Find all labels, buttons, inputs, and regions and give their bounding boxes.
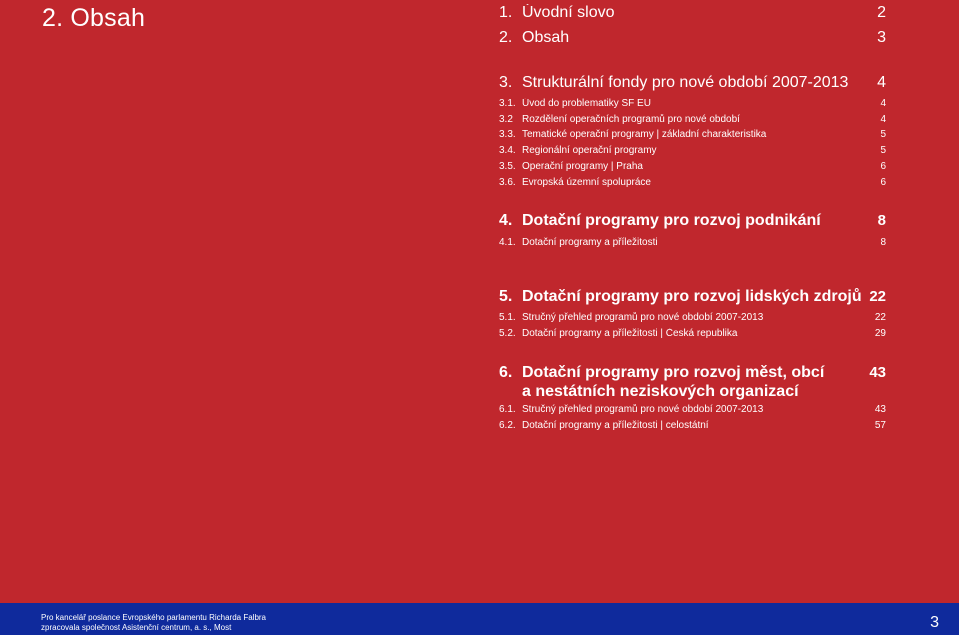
footer-credits [41,613,266,633]
subentry-number: 3.2 [499,114,513,125]
subentry-label: Evropská územní spolupráce [522,177,651,188]
toc-subentry[interactable] [499,328,886,339]
subentry-label: Rozdělení operačních programů pro nové období [522,114,740,125]
toc-entry-1[interactable] [499,4,886,22]
subentry-label: Dotační programy a příležitosti | celostátní [522,420,709,431]
subentry-number: 3.4. [499,145,516,156]
chapter-label: Strukturální fondy pro nové období 2007-2013 [522,74,849,91]
chapter-number: 4. [499,212,513,229]
subentry-label: Tematické operační programy | základní charakteristika [522,129,767,140]
subentry-number: 4.1. [499,237,516,248]
chapter-page: 4 [877,74,886,91]
toc-entry-number: 2. [499,29,513,46]
subentry-page: 57 [874,420,886,431]
toc-chapter-4[interactable] [499,212,886,230]
subentry-page: 5 [880,129,886,140]
toc-entry-number: 1. [499,4,513,21]
chapter-page: 22 [869,288,886,305]
toc-subentry[interactable] [499,177,886,188]
subentry-number: 3.6. [499,177,516,188]
toc-entry-2[interactable] [499,29,886,47]
subentry-page: 22 [874,312,886,323]
toc-subentry[interactable] [499,161,886,172]
toc-chapter-3[interactable] [499,74,886,92]
toc-subentry[interactable] [499,98,886,109]
toc-entry-page: 2 [877,4,886,21]
toc-subentry[interactable] [499,420,886,431]
chapter-label-continued: a nestátních neziskových organizací [522,383,799,400]
subentry-label: Regionální operační programy [522,145,657,156]
page-number: 3 [930,614,939,631]
toc-chapter-6[interactable] [499,364,886,382]
subentry-number: 3.1. [499,98,516,109]
chapter-page: 8 [877,212,886,229]
subentry-number: 6.1. [499,404,516,415]
subentry-page: 8 [880,237,886,248]
toc-subentry[interactable] [499,237,886,248]
toc-entry-label: Úvodní slovo [522,4,615,21]
subentry-page: 4 [880,114,886,125]
chapter-number: 6. [499,364,513,381]
toc-chapter-5[interactable] [499,288,886,306]
page-title: 2. Obsah [42,4,146,32]
chapter-label: Dotační programy pro rozvoj měst, obcí [522,364,825,381]
subentry-number: 3.3. [499,129,516,140]
subentry-page: 6 [880,177,886,188]
footer-bar [0,603,959,635]
subentry-page: 43 [874,404,886,415]
subentry-number: 3.5. [499,161,516,172]
subentry-page: 29 [874,328,886,339]
chapter-number: 5. [499,288,513,305]
subentry-label: Stručný přehled programů pro nové období 2007-2013 [522,312,764,323]
subentry-number: 6.2. [499,420,516,431]
toc-entry-page: 3 [877,29,886,46]
chapter-number: 3. [499,74,513,91]
toc-entry-label: Obsah [522,29,570,46]
subentry-page: 5 [880,145,886,156]
subentry-number: 5.2. [499,328,516,339]
footer-line: Pro kancelář poslance Evropského parlamentu Richarda Falbra [41,613,267,622]
footer-line: zpracovala společnost Asistenční centrum, a. s., Most [41,623,232,632]
toc-subentry[interactable] [499,145,886,156]
subentry-page: 6 [880,161,886,172]
subentry-label: Operační programy | Praha [522,161,643,172]
subentry-label: Úvod do problematiky SF EU [522,98,651,109]
chapter-label: Dotační programy pro rozvoj lidských zdrojů [522,288,862,305]
subentry-label: Dotační programy a příležitosti | Česká republika [522,328,738,339]
subentry-page: 4 [880,98,886,109]
toc-subentry[interactable] [499,312,886,323]
chapter-page: 43 [869,364,886,381]
toc-subentry[interactable] [499,114,886,125]
subentry-label: Stručný přehled programů pro nové období 2007-2013 [522,404,764,415]
toc-subentry[interactable] [499,129,886,140]
subentry-label: Dotační programy a příležitosti [522,237,658,248]
toc-subentry[interactable] [499,404,886,415]
chapter-label: Dotační programy pro rozvoj podnikání [522,212,821,229]
subentry-number: 5.1. [499,312,516,323]
